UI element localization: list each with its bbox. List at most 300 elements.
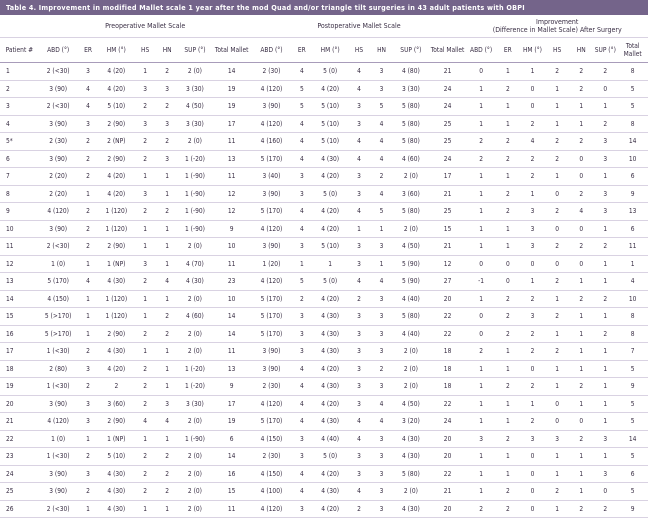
table-cell: 3 (60) [393,185,429,203]
table-cell: 2 [78,150,99,168]
table-cell: 5 (0) [312,273,348,291]
table-cell: 3 [348,255,370,273]
table-cell: 2 [78,238,99,256]
table-cell: 3 [593,133,617,151]
table-cell: 1 [466,115,495,133]
table-cell: 1 [156,168,178,186]
table-cell: 2 (0) [178,238,212,256]
table-cell: 2 [134,325,156,343]
table-cell: 1 [370,220,393,238]
table-cell: 1 [134,238,156,256]
table-cell: 4 (20) [312,395,348,413]
table-cell: 5 (>170) [39,325,78,343]
table-cell: 13 [617,203,648,221]
table-cell: 4 (20) [312,203,348,221]
table-cell: 4 (70) [178,255,212,273]
table-body [0,63,648,518]
table-cell: 2 [156,308,178,326]
table-cell: 4 (20) [312,80,348,98]
table-cell: 4 (30) [312,325,348,343]
table-cell: 3 [370,80,393,98]
table-cell: 2 [134,133,156,151]
table-cell: 2 [520,168,545,186]
patient-number-cell: 7 [0,168,39,186]
table-cell: 2 [370,168,393,186]
table-cell: 1 [134,308,156,326]
patient-number-cell: 14 [0,290,39,308]
table-cell: 1 [466,203,495,221]
table-cell: 0 [520,80,545,98]
table-cell: 4 [78,80,99,98]
table-cell: 4 [569,203,593,221]
table-cell: 2 [134,465,156,483]
table-cell: 3 [466,430,495,448]
column-header-pre-4: HN [156,38,178,63]
patient-number-cell: 1 [0,63,39,81]
patient-number-cell: 18 [0,360,39,378]
table-cell: 5 (170) [39,273,78,291]
table-cell: 5 (0) [312,448,348,466]
table-cell: 2 [593,63,617,81]
mallet-scale-table [0,15,648,518]
patient-number-cell: 5* [0,133,39,151]
table-cell: 1 [593,220,617,238]
table-cell: 2 (90) [99,238,135,256]
table-cell: 2 (0) [393,168,429,186]
table-cell: 1 [496,448,520,466]
table-cell: 5 [617,448,648,466]
table-cell: 1 [156,290,178,308]
table-cell: 2 [569,290,593,308]
table-cell: 4 [291,220,312,238]
table-cell: 2 (0) [178,413,212,431]
table-cell: 4 (40) [393,325,429,343]
table-cell: 4 (30) [312,308,348,326]
table-cell: 5 (90) [393,273,429,291]
table-cell: 2 [569,500,593,518]
table-cell: 15 [429,220,467,238]
column-header-imp-4: HN [569,38,593,63]
table-cell: 1 (NP) [99,430,135,448]
table-cell: 3 (30) [178,80,212,98]
table-cell: 1 [545,115,569,133]
table-cell: 1 [496,115,520,133]
table-cell: 2 [569,378,593,396]
table-cell: 12 [212,185,252,203]
table-cell: 6 [212,430,252,448]
table-cell: 1 [156,220,178,238]
table-cell: 2 [545,133,569,151]
table-cell: 4 (100) [252,483,292,501]
table-cell: 1 (-90) [178,220,212,238]
table-cell: 11 [617,238,648,256]
table-cell: 1 (120) [99,203,135,221]
table-cell: 1 (120) [99,220,135,238]
table-cell: 2 (90) [99,325,135,343]
table-cell: 2 [520,115,545,133]
column-header-post-2: HM (°) [312,38,348,63]
table-row [0,430,648,448]
table-cell: 2 [569,63,593,81]
table-cell: 2 [545,63,569,81]
table-cell: 4 (30) [99,500,135,518]
table-cell: 4 [370,150,393,168]
table-cell: 3 [156,150,178,168]
table-cell: 1 (120) [99,308,135,326]
column-header-post-6: Total Mallet [429,38,467,63]
table-cell: 3 [370,378,393,396]
table-cell: 14 [617,430,648,448]
table-cell: 0 [466,63,495,81]
table-cell: 1 [569,343,593,361]
table-cell: 5 (170) [252,413,292,431]
table-cell: 3 [520,220,545,238]
table-cell: 0 [466,255,495,273]
table-cell: 2 [520,290,545,308]
table-cell: 2 [134,150,156,168]
table-cell: 17 [212,395,252,413]
table-cell: 2 (30) [252,378,292,396]
table-row [0,308,648,326]
table-cell: 2 [496,378,520,396]
table-cell: 2 [78,483,99,501]
table-cell: 4 [348,483,370,501]
table-cell: 4 (50) [393,238,429,256]
table-cell: 2 [496,325,520,343]
table-cell: 2 (0) [178,483,212,501]
table-cell: 3 [348,360,370,378]
table-title: Table 4. Improvement in modified Mallet scale 1 year after the mod Quad and/or triangle tilt surgeries in 43 adult patients with OBPI [0,0,648,15]
table-cell: 22 [429,395,467,413]
table-cell: 4 [291,465,312,483]
table-row [0,203,648,221]
table-cell: 1 [496,395,520,413]
column-header-pre-3: HS [134,38,156,63]
table-cell: 2 [496,203,520,221]
table-cell: 1 [466,483,495,501]
table-cell: 4 (120) [252,395,292,413]
table-row [0,290,648,308]
table-cell: 9 [212,220,252,238]
table-cell: 2 [545,238,569,256]
table-cell: 21 [429,185,467,203]
table-cell: 2 [370,360,393,378]
table-cell: 1 (-90) [178,185,212,203]
improvement-line2: (Difference in Mallet Scale) After Surgery [492,26,622,34]
table-cell: 2 [466,133,495,151]
table-cell: 2 [156,448,178,466]
table-cell: 4 [370,185,393,203]
table-cell: 2 (20) [39,185,78,203]
table-cell: 2 [78,203,99,221]
table-cell: 1 [156,185,178,203]
table-cell: 1 (0) [39,255,78,273]
table-cell: 4 [156,273,178,291]
table-cell: 4 (20) [99,80,135,98]
table-cell: 19 [212,413,252,431]
table-cell: 22 [429,465,467,483]
column-header-imp-1: ER [496,38,520,63]
table-cell: 1 [545,378,569,396]
table-cell: 2 (0) [393,378,429,396]
table-cell: 2 [593,290,617,308]
table-row [0,185,648,203]
table-cell: 2 (0) [178,343,212,361]
table-cell: 4 [370,395,393,413]
table-cell: 2 [545,308,569,326]
table-cell: 1 [569,115,593,133]
table-cell: 4 (120) [252,80,292,98]
table-cell: 0 [520,500,545,518]
table-cell: 4 (20) [312,220,348,238]
table-cell: 1 [156,360,178,378]
table-row [0,325,648,343]
table-cell: 1 [466,290,495,308]
table-row [0,150,648,168]
table-cell: 5 (10) [312,133,348,151]
table-cell: 2 [156,325,178,343]
table-cell: 3 [348,343,370,361]
table-cell: 3 [78,115,99,133]
table-cell: 0 [569,255,593,273]
table-cell: 1 [312,255,348,273]
table-cell: 4 [370,273,393,291]
table-cell: 4 [291,150,312,168]
table-cell: 3 [348,465,370,483]
table-cell: 5 (170) [252,325,292,343]
table-cell: 6 [617,465,648,483]
patient-number-cell: 26 [0,500,39,518]
table-cell: 4 (30) [312,378,348,396]
table-cell: 4 (20) [99,168,135,186]
column-header-imp-2: HM (°) [520,38,545,63]
table-cell: 3 [520,238,545,256]
table-cell: 4 (20) [312,500,348,518]
table-cell: -1 [466,273,495,291]
table-cell: 11 [212,168,252,186]
table-cell: 2 [593,500,617,518]
table-cell: 4 (120) [252,115,292,133]
table-cell: 2 (<30) [39,63,78,81]
table-cell: 2 [496,308,520,326]
column-header-imp-6: Total Mallet [617,38,648,63]
patient-number-cell: 20 [0,395,39,413]
column-header-post-3: HS [348,38,370,63]
table-cell: 4 (30) [99,273,135,291]
table-cell: 3 (90) [252,185,292,203]
column-header-patient: Patient # [0,38,39,63]
patient-number-cell: 12 [0,255,39,273]
table-cell: 1 [496,220,520,238]
patient-number-cell: 16 [0,325,39,343]
table-cell: 1 [156,343,178,361]
group-header-empty [0,15,39,38]
table-cell: 3 [370,448,393,466]
table-cell: 1 (<30) [39,343,78,361]
patient-number-cell: 6 [0,150,39,168]
table-cell: 1 [545,500,569,518]
table-cell: 2 (30) [252,63,292,81]
table-cell: 18 [429,360,467,378]
table-cell: 4 (120) [252,500,292,518]
table-cell: 4 [348,150,370,168]
table-cell: 3 (90) [252,238,292,256]
table-cell: 24 [429,413,467,431]
table-cell: 1 [78,185,99,203]
table-cell: 25 [429,203,467,221]
table-cell: 25 [429,115,467,133]
table-cell: 3 [370,238,393,256]
table-cell: 4 (20) [99,63,135,81]
table-cell: 2 [520,343,545,361]
table-cell: 1 [370,255,393,273]
table-cell: 24 [429,150,467,168]
patient-number-cell: 15 [0,308,39,326]
table-cell: 0 [569,168,593,186]
patient-number-cell: 10 [0,220,39,238]
table-cell: 3 [134,80,156,98]
table-cell: 3 (90) [39,220,78,238]
table-cell: 5 (10) [312,238,348,256]
table-cell: 2 [569,238,593,256]
table-cell: 2 (0) [393,343,429,361]
table-cell: 0 [520,448,545,466]
table-cell: 25 [429,133,467,151]
table-cell: 3 (60) [99,395,135,413]
table-row [0,360,648,378]
table-cell: 3 [348,168,370,186]
table-cell: 12 [212,203,252,221]
group-header-preoperative: Preoperative Mallet Scale [39,15,252,38]
table-cell: 1 (120) [99,290,135,308]
table-cell: 27 [429,273,467,291]
table-cell: 5 (80) [393,133,429,151]
table-cell: 1 [520,63,545,81]
table-cell: 2 [496,290,520,308]
patient-number-cell: 2 [0,80,39,98]
table-cell: 2 [496,150,520,168]
table-cell: 2 (0) [393,360,429,378]
table-cell: 1 [545,448,569,466]
table-cell: 2 [466,343,495,361]
table-cell: 10 [212,238,252,256]
table-cell: 1 [593,378,617,396]
column-header-post-4: HN [370,38,393,63]
table-cell: 1 [520,185,545,203]
column-header-pre-2: HM (°) [99,38,135,63]
table-cell: 1 (<30) [39,378,78,396]
table-cell: 3 [291,168,312,186]
table-cell: 1 [78,255,99,273]
table-cell: 4 (60) [178,308,212,326]
table-cell: 2 (0) [178,465,212,483]
table-cell: 2 [348,500,370,518]
table-cell: 1 [520,273,545,291]
table-cell: 1 [593,395,617,413]
column-header-pre-1: ER [78,38,99,63]
table-row [0,63,648,81]
table-cell: 3 [348,325,370,343]
table-cell: 2 [78,448,99,466]
table-row [0,115,648,133]
table-cell: 2 [496,483,520,501]
table-cell: 24 [429,98,467,116]
table-cell: 22 [429,325,467,343]
table-cell: 11 [212,133,252,151]
table-cell: 5 (80) [393,308,429,326]
table-cell: 2 [520,325,545,343]
table-cell: 4 [291,413,312,431]
table-cell: 3 [291,325,312,343]
table-cell: 3 [370,500,393,518]
table-cell: 4 [348,63,370,81]
table-row [0,238,648,256]
table-cell: 2 (30) [39,133,78,151]
table-cell: 14 [212,448,252,466]
column-header-pre-5: SUP (°) [178,38,212,63]
table-cell: 1 [156,238,178,256]
table-cell: 4 (30) [393,430,429,448]
table-cell: 8 [617,325,648,343]
table-cell: 2 [78,168,99,186]
table-cell: 3 [291,185,312,203]
table-cell: 3 [78,413,99,431]
table-cell: 18 [429,378,467,396]
table-cell: 23 [212,273,252,291]
table-cell: 2 (90) [99,413,135,431]
table-cell: 0 [593,483,617,501]
table-cell: 0 [545,185,569,203]
table-cell: 10 [617,150,648,168]
table-cell: 2 [156,203,178,221]
table-cell: 1 [466,378,495,396]
table-cell: 5 (>170) [39,308,78,326]
table-cell: 1 [466,360,495,378]
table-cell: 3 (30) [393,80,429,98]
table-cell: 11 [212,500,252,518]
table-row [0,133,648,151]
table-cell: 4 [291,115,312,133]
table-cell: 4 (40) [393,290,429,308]
table-cell: 1 [466,98,495,116]
table-cell: 2 (NP) [99,133,135,151]
table-cell: 0 [466,325,495,343]
table-cell: 0 [545,395,569,413]
table-cell: 3 (90) [39,465,78,483]
table-cell: 5 [291,273,312,291]
table-cell: 1 [593,413,617,431]
table-cell: 3 (20) [393,413,429,431]
table-cell: 9 [617,500,648,518]
table-cell: 1 (20) [252,255,292,273]
table-cell: 5 (0) [312,63,348,81]
table-cell: 4 [291,378,312,396]
table-cell: 3 [593,203,617,221]
table-cell: 1 [569,395,593,413]
table-cell: 2 (0) [178,325,212,343]
table-cell: 2 [496,133,520,151]
table-cell: 4 (30) [312,413,348,431]
table-row [0,80,648,98]
table-cell: 4 (30) [99,465,135,483]
table-cell: 5 (80) [393,203,429,221]
table-cell: 5 [617,98,648,116]
table-row [0,395,648,413]
table-cell: 1 [134,220,156,238]
table-cell: 0 [545,255,569,273]
table-cell: 3 [545,430,569,448]
column-header-row [0,38,648,63]
